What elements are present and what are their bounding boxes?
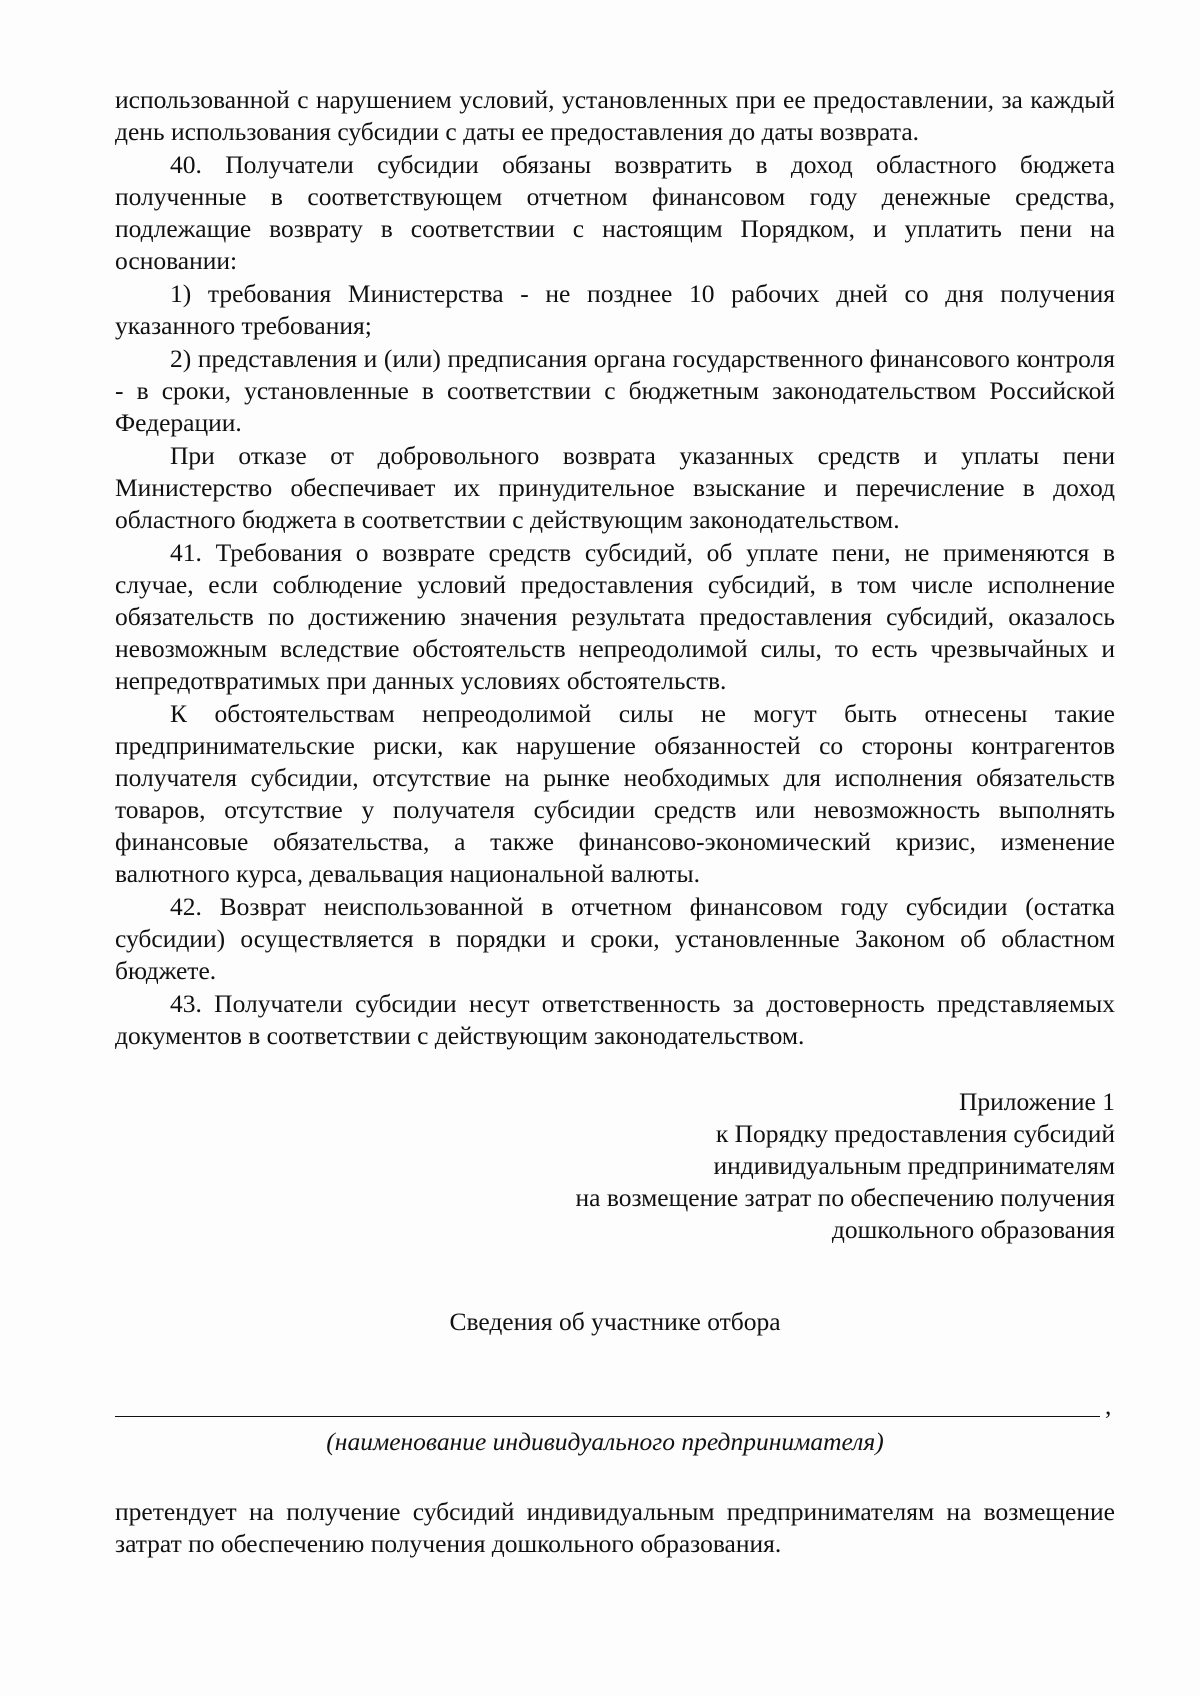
section-title: Сведения об участнике отбора xyxy=(449,1307,781,1336)
paragraph-item-43: 43. Получатели субсидии несут ответственность за достоверность представляемых документов в соответствии с действующим законодательством. xyxy=(115,989,1115,1050)
paragraph-continuation: использованной с нарушением условий, установленных при ее предоставлении, за каждый день использования субсидии с даты ее предоставления до даты возврата. xyxy=(115,85,1115,146)
entrepreneur-name-field xyxy=(115,1392,1115,1428)
paragraph-refusal: При отказе от добровольного возврата указанных средств и уплаты пени Министерство обеспечивает их принудительное взыскание и перечисление в доход областного бюджета в соответствии с действующим законодательством. xyxy=(115,441,1115,534)
appendix-number: Приложение 1 xyxy=(959,1087,1115,1116)
paragraph-item-42: 42. Возврат неиспользованной в отчетном финансовом году субсидии (остатка субсидии) осуществляется в порядки и сроки, установленные Законом об областном бюджете. xyxy=(115,892,1115,985)
fill-in-line xyxy=(115,1416,1100,1417)
appendix-reference-line: индивидуальным предпринимателям xyxy=(713,1151,1115,1180)
appendix-reference-line: на возмещение затрат по обеспечению получения xyxy=(575,1183,1115,1212)
paragraph-item-40-1: 1) требования Министерства - не позднее 10 рабочих дней со дня получения указанного требования; xyxy=(115,279,1115,340)
appendix-reference-line: к Порядку предоставления субсидий xyxy=(715,1119,1115,1148)
paragraph-item-41: 41. Требования о возврате средств субсидий, об уплате пени, не применяются в случае, если соблюдение условий предоставления субсидий, в том числе исполнение обязательств по достижению значения результата предоставления субсидий, оказалось невозможным вследствие обстоятельств непреодолимой силы, то есть чрезвычайных и непредотвратимых при данных условиях обстоятельств. xyxy=(115,538,1115,695)
final-paragraph: претендует на получение субсидий индивидуальным предпринимателям на возмещение затрат по обеспечению получения дошкольного образования. xyxy=(115,1497,1115,1558)
paragraph-item-40-2: 2) представления и (или) предписания органа государственного финансового контроля - в сроки, установленные в соответствии с бюджетным законодательством Российской Федерации. xyxy=(115,344,1115,437)
paragraph-force-majeure: К обстоятельствам непреодолимой силы не могут быть отнесены такие предпринимательские риски, как нарушение обязанностей со стороны контрагентов получателя субсидии, отсутствие на рынке необходимых для исполнения обязательств товаров, отсутствие у получателя субсидии средств или невозможность выполнять финансовые обязательства, а также финансово-экономический кризис, изменение валютного курса, девальвация национальной валюты. xyxy=(115,699,1115,888)
document-body xyxy=(115,84,1115,1561)
field-caption: (наименование индивидуального предпринимателя) xyxy=(326,1427,884,1456)
fill-in-comma: , xyxy=(1105,1391,1112,1420)
appendix-header xyxy=(115,1086,1115,1246)
paragraph-item-40: 40. Получатели субсидии обязаны возвратить в доход областного бюджета полученные в соответствующем отчетном финансовом году денежные средства, подлежащие возврату в соответствии с настоящим Порядком, и уплатить пени на основании: xyxy=(115,150,1115,275)
appendix-reference-line: дошкольного образования xyxy=(831,1215,1115,1244)
